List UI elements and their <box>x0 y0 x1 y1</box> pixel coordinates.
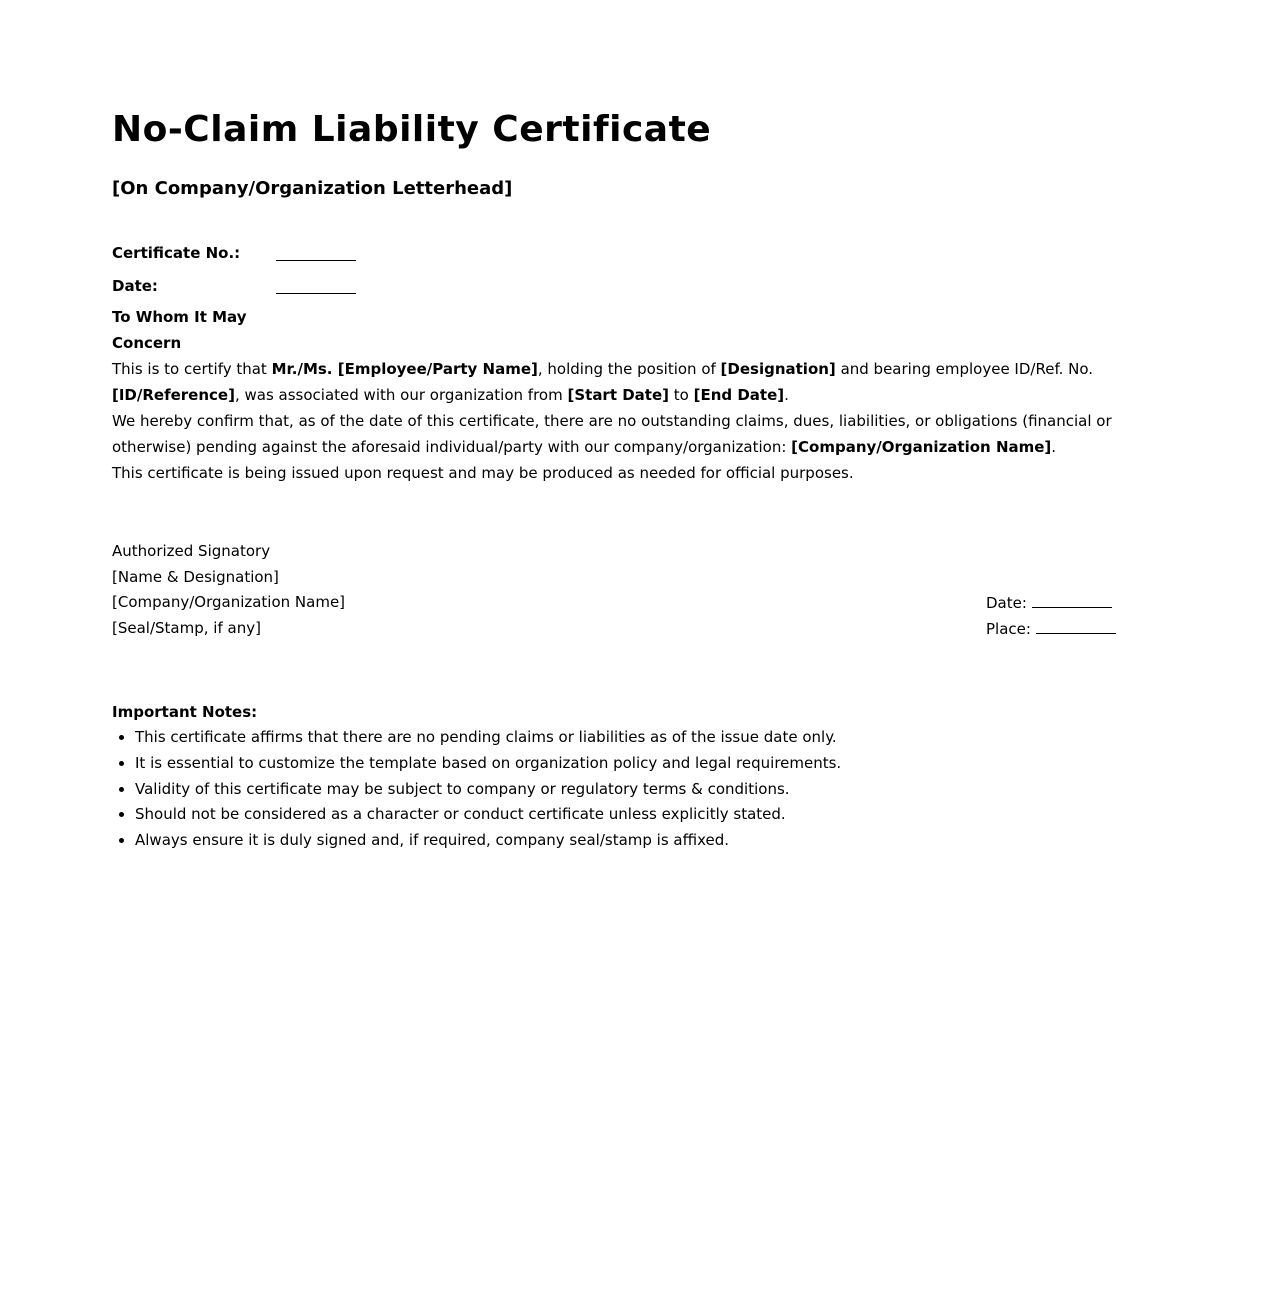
date-row <box>112 273 1152 299</box>
certificate-meta <box>112 240 1152 356</box>
list-item: • Always ensure it is duly signed and, if required, company seal/stamp is affixed. <box>135 828 1152 854</box>
designation-placeholder: [Designation] <box>720 360 836 378</box>
name-designation-placeholder: [Name & Designation] <box>112 567 279 586</box>
list-item: • It is essential to customize the template based on organization policy and legal requirements. <box>135 751 1152 777</box>
letterhead-placeholder: [On Company/Organization Letterhead] <box>112 178 513 199</box>
p2-text-1: We hereby confirm that, as of the date of this certificate, there are no outstanding claims, dues, liabilities, or obligations (financial or otherwise) pending against the aforesaid individual/party with our company/organization: <box>112 412 1112 456</box>
list-item: • Validity of this certificate may be subject to company or regulatory terms & conditions. <box>135 777 1152 803</box>
salutation: To Whom It May Concern <box>112 308 247 352</box>
p1-text-5: to <box>669 386 694 404</box>
notes-list <box>112 725 1152 854</box>
confirmation-paragraph <box>112 408 1152 460</box>
notes-title: Important Notes: <box>112 703 258 721</box>
issuance-paragraph: This certificate is being issued upon request and may be produced as needed for official purposes. <box>112 464 854 482</box>
certificate-no-row <box>112 240 1152 266</box>
sign-date-label: Date: <box>986 594 1027 612</box>
employee-name-placeholder: Mr./Ms. [Employee/Party Name] <box>271 360 538 378</box>
id-reference-placeholder: [ID/Reference] <box>112 386 235 404</box>
p1-text-4: , was associated with our organization from <box>234 386 568 404</box>
page-title: No-Claim Liability Certificate <box>112 109 712 150</box>
date-label: Date: <box>112 277 158 295</box>
signatory-company-placeholder: [Company/Organization Name] <box>112 593 346 611</box>
certification-paragraph <box>112 356 1152 408</box>
start-date-placeholder: [Start Date] <box>567 386 669 404</box>
p2-text-2: . <box>1051 438 1057 456</box>
p1-text-1: This is to certify that <box>112 360 272 378</box>
sign-place-blank <box>1036 619 1116 634</box>
p1-text-6: . <box>784 386 789 404</box>
list-item: • Should not be considered as a character or conduct certificate unless explicitly stated. <box>135 802 1152 828</box>
p1-text-3: and bearing employee ID/Ref. No. <box>835 360 1094 378</box>
date-blank <box>276 273 356 294</box>
important-notes <box>112 699 1152 854</box>
signature-block <box>112 539 1152 643</box>
sign-place-row <box>986 616 1116 642</box>
company-name-placeholder: [Company/Organization Name] <box>791 438 1052 456</box>
certificate-document <box>112 104 1152 854</box>
sign-date-row <box>986 590 1116 616</box>
p1-text-2: , holding the position of <box>537 360 721 378</box>
end-date-placeholder: [End Date] <box>693 386 785 404</box>
date-place-fields <box>986 590 1116 642</box>
list-item: • This certificate affirms that there are no pending claims or liabilities as of the issue date only. <box>135 725 1152 751</box>
sign-place-label: Place: <box>986 620 1031 638</box>
sign-date-blank <box>1032 593 1112 608</box>
authorized-signatory: Authorized Signatory <box>112 542 271 560</box>
seal-stamp-placeholder: [Seal/Stamp, if any] <box>112 618 261 637</box>
certificate-no-label: Certificate No.: <box>112 244 241 262</box>
certificate-no-blank <box>276 240 356 261</box>
